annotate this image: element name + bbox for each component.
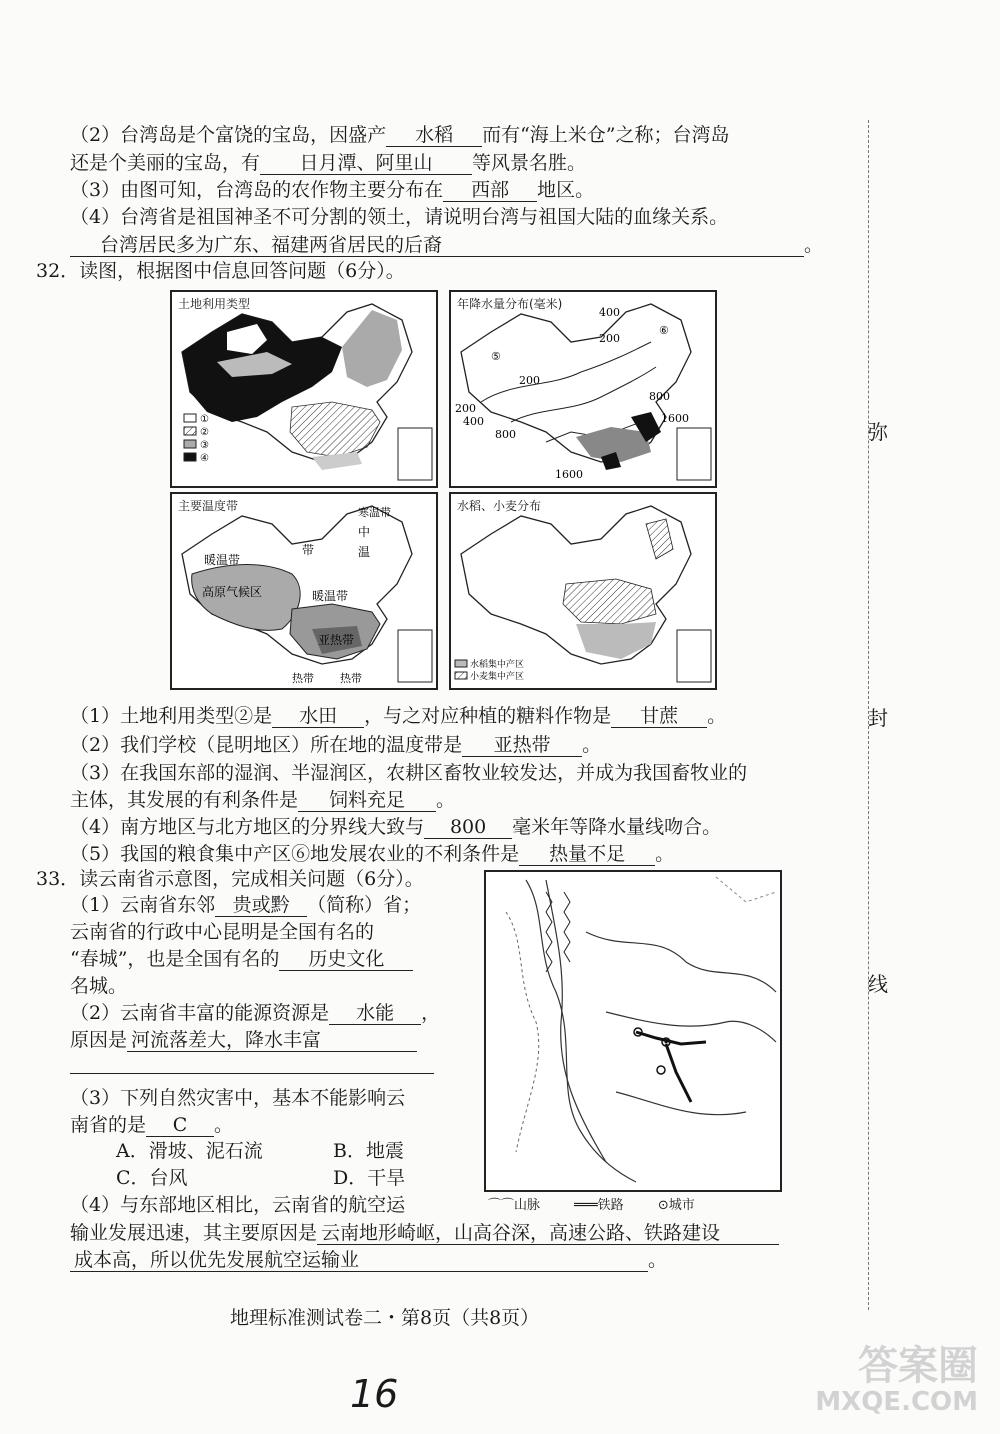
crop-distribution-map-drawing xyxy=(451,494,715,688)
temp-label: 温 xyxy=(358,545,371,559)
rain-label: 200 xyxy=(455,402,476,415)
q33-part3-line2: 南省的是 C 。 xyxy=(70,1114,234,1136)
rain-label: 200 xyxy=(599,332,620,345)
rain-label: ⑤ xyxy=(491,350,501,363)
q32-part1: （1）土地利用类型②是 水田 ，与之对应种植的糖料作物是 甘蔗 。 xyxy=(70,705,727,727)
answer-blank: 贵或黔 xyxy=(215,894,307,917)
q31-part4-answer: 台湾居民多为广东、福建两省居民的后裔 。 xyxy=(70,232,823,258)
answer-blank: 甘蔗 xyxy=(611,705,707,728)
mountain-icon: ⌒⌒ xyxy=(488,1198,515,1213)
crop-distribution-map xyxy=(449,492,717,690)
crop-legend-wheat: 小麦集中产区 xyxy=(470,672,525,682)
answer-blank: 河流落差大，降水丰富 xyxy=(127,1029,417,1052)
answer-blank: 台湾居民多为广东、福建两省居民的后裔 xyxy=(70,234,804,257)
answer-blank: 饲料充足 xyxy=(298,789,436,812)
answer-blank: C xyxy=(146,1114,214,1137)
answer-blank: 西部 xyxy=(443,179,537,202)
answer-blank: 日月潭、阿里山 xyxy=(260,152,472,175)
q33-option-d: D．干旱 xyxy=(333,1167,406,1189)
q31-part2-line1: （2）台湾岛是个富饶的宝岛，因盛产 水稻 而有“海上米仓”之称；台湾岛 xyxy=(70,124,730,146)
rain-label: 800 xyxy=(649,390,670,403)
answer-blank: 800 xyxy=(424,816,512,839)
temp-label: 寒温带 xyxy=(358,506,391,519)
q33-part4-line1: （4）与东部地区相比，云南省的航空运 xyxy=(70,1194,406,1216)
q33-part4-line2: 输业发展迅速，其主要原因是 云南地形崎岖，山高谷深，高速公路、铁路建设 xyxy=(70,1220,779,1246)
q33-part4-line3: 成本高，所以优先发展航空运输业 。 xyxy=(70,1247,667,1273)
map-title: 土地利用类型 xyxy=(178,297,251,311)
temp-label: 暖温带 xyxy=(204,553,241,567)
q33-part1-line3: “春城”，也是全国有名的 历史文化 xyxy=(70,946,413,972)
rain-label: 800 xyxy=(495,428,516,441)
q33-option-b: B．地震 xyxy=(333,1140,404,1162)
q31-part4: （4）台湾省是祖国神圣不可分割的领土，请说明台湾与祖国大陆的血缘关系。 xyxy=(70,206,729,228)
yunnan-map xyxy=(484,870,782,1192)
q33-part1-line4: 名城。 xyxy=(70,975,128,997)
answer-blank: 云南地形崎岖，山高谷深，高速公路、铁路建设 xyxy=(317,1222,779,1245)
margin-char-feng: 封 xyxy=(868,706,888,730)
land-use-map-drawing xyxy=(172,292,436,486)
margin-char-xian: 线 xyxy=(868,972,888,996)
temperature-zone-map-drawing xyxy=(172,494,436,688)
q33-part2-line2: 原因是 河流落差大，降水丰富 xyxy=(70,1027,417,1053)
page-footer: 地理标准测试卷二・第8页（共8页） xyxy=(230,1307,540,1329)
yunnan-map-drawing xyxy=(486,872,780,1190)
rain-label: 400 xyxy=(463,415,484,428)
map-title: 主要温度带 xyxy=(178,499,239,513)
q31-part2-line2: 还是个美丽的宝岛，有 日月潭、阿里山 等风景名胜。 xyxy=(70,152,587,174)
q33-part1-line2: 云南省的行政中心昆明是全国有名的 xyxy=(70,921,375,943)
q33-stem: 33．读云南省示意图，完成相关问题（6分）。 xyxy=(36,868,424,890)
temp-label: 热带 xyxy=(292,672,314,685)
temp-label: 亚热带 xyxy=(318,633,355,647)
watermark-logo: 答案圈 MXQE.COM xyxy=(815,1343,978,1417)
legend-mountain: 山脉 xyxy=(514,1198,541,1213)
q32-part2: （2）我们学校（昆明地区）所在地的温度带是 亚热带 。 xyxy=(70,734,602,756)
crop-legend-rice: 水稻集中产区 xyxy=(470,660,525,670)
q33-option-a: A．滑坡、泥石流 xyxy=(116,1140,263,1162)
answer-blank: 成本高，所以优先发展航空运输业 xyxy=(70,1249,648,1272)
answer-blank: 历史文化 xyxy=(279,948,413,971)
q31-part3: （3）由图可知，台湾岛的农作物主要分布在 西部 地区。 xyxy=(70,179,595,201)
railway-icon: ═══ xyxy=(574,1198,598,1213)
rainfall-map xyxy=(449,290,717,488)
rain-label: 200 xyxy=(519,374,540,387)
rainfall-map-drawing xyxy=(451,292,715,486)
answer-blank: 水能 xyxy=(329,1002,421,1025)
land-use-map xyxy=(170,290,438,488)
map-title: 年降水量分布(毫米) xyxy=(457,297,563,311)
q32-part4: （4）南方地区与北方地区的分界线大致与 800 毫米年等降水量线吻合。 xyxy=(70,816,722,838)
q33-part2-end xyxy=(70,1055,434,1081)
answer-blank: 水稻 xyxy=(386,124,482,147)
q33-part3-line1: （3）下列自然灾害中，基本不能影响云 xyxy=(70,1087,406,1109)
answer-blank xyxy=(70,1073,434,1074)
rain-label: 1600 xyxy=(661,412,689,425)
temp-label: 中 xyxy=(358,525,371,539)
land-legend-3: ③ xyxy=(200,440,209,451)
answer-blank: 热量不足 xyxy=(519,843,655,866)
city-icon: ⊙ xyxy=(657,1198,669,1213)
rain-label: ⑥ xyxy=(659,324,669,337)
answer-blank: 亚热带 xyxy=(462,734,582,757)
legend-city: 城市 xyxy=(668,1198,695,1213)
temp-label: 热带 xyxy=(340,672,362,685)
temp-label: 高原气候区 xyxy=(202,585,263,599)
q32-stem: 32．读图，根据图中信息回答问题（6分）。 xyxy=(36,260,405,282)
q32-part3-line1: （3）在我国东部的湿润、半湿润区，农耕区畜牧业较发达，并成为我国畜牧业的 xyxy=(70,762,748,784)
q33-part1-line1: （1）云南省东邻 贵或黔 （简称）省； xyxy=(70,894,422,916)
q33-option-c: C．台风 xyxy=(116,1167,188,1189)
rain-label: 400 xyxy=(599,306,620,319)
temp-label: 暖温带 xyxy=(312,589,349,603)
yunnan-map-legend xyxy=(488,1194,695,1213)
rain-label: 1600 xyxy=(555,468,583,481)
legend-railway: 铁路 xyxy=(597,1198,624,1213)
q32-part5: （5）我国的粮食集中产区⑥地发展农业的不利条件是 热量不足 。 xyxy=(70,843,675,865)
temperature-zone-map xyxy=(170,492,438,690)
land-legend-2: ② xyxy=(200,427,209,438)
temp-label: 带 xyxy=(302,543,315,557)
handwritten-page-number: 16 xyxy=(350,1372,399,1416)
q33-part2-line1: （2）云南省丰富的能源资源是 水能 ， xyxy=(70,1002,441,1024)
answer-blank: 水田 xyxy=(272,705,364,728)
margin-char-mi: 弥 xyxy=(868,420,888,444)
map-title: 水稻、小麦分布 xyxy=(457,499,542,513)
land-legend-4: ④ xyxy=(200,453,209,464)
q32-part3-line2: 主体，其发展的有利条件是 饲料充足 。 xyxy=(70,789,456,811)
land-legend-1: ① xyxy=(200,414,209,425)
